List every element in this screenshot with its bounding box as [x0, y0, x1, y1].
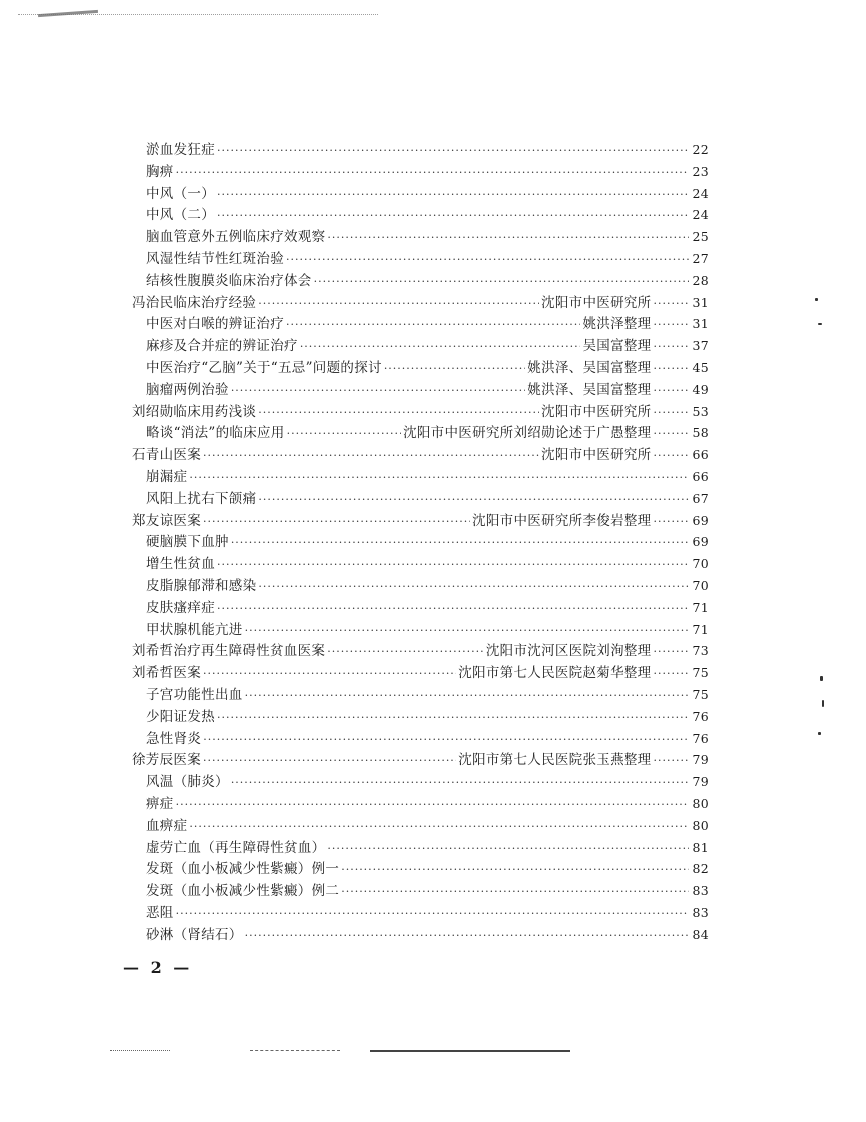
toc-entry-title: 中医治疗“乙脑”关于“五忌”问题的探讨 — [146, 359, 382, 376]
toc-entry — [132, 705, 709, 727]
dot-leader — [653, 297, 689, 310]
toc-entry-title: 少阳证发热 — [146, 708, 215, 725]
dot-leader — [258, 297, 539, 310]
dot-leader — [384, 362, 525, 375]
toc-entry-title: 风温（肺炎） — [146, 774, 229, 791]
scan-artifact-bottom — [110, 1050, 580, 1052]
dot-leader — [653, 318, 689, 331]
dot-leader — [176, 798, 690, 811]
toc-entry-page: 81 — [692, 839, 709, 855]
toc-entry-page: 24 — [692, 185, 709, 201]
dot-leader — [203, 754, 456, 767]
toc-entry-title: 郑友谅医案 — [132, 512, 201, 529]
toc-entry-author: 沈阳市中医研究所 — [541, 294, 652, 311]
toc-entry — [132, 465, 709, 487]
dot-leader — [653, 515, 689, 528]
toc-entry-page: 70 — [692, 556, 709, 572]
toc-entry-author: 姚洪泽、吴国富整理 — [527, 359, 652, 376]
toc-entry-page: 45 — [692, 359, 709, 375]
toc-entry — [132, 639, 709, 661]
toc-entry-page: 79 — [692, 774, 709, 790]
toc-entry-page: 25 — [692, 229, 709, 245]
toc-entry-page: 76 — [692, 730, 709, 746]
toc-entry — [132, 836, 709, 858]
dot-leader — [245, 929, 690, 942]
dot-leader — [258, 493, 689, 506]
toc-entry-title: 略谈“消法”的临床应用 — [146, 425, 285, 442]
dot-leader — [327, 645, 484, 658]
toc-entry-page: 67 — [692, 490, 709, 506]
toc-entry-title: 急性肾炎 — [146, 730, 202, 747]
toc-entry-title: 子宫功能性出血 — [146, 686, 243, 703]
toc-entry-title: 麻疹及合并症的辨证治疗 — [146, 338, 298, 355]
toc-entry-page: 71 — [692, 621, 709, 637]
dot-leader — [203, 515, 470, 528]
toc-entry-title: 中医对白喉的辨证治疗 — [146, 316, 284, 333]
toc-entry-author: 姚洪泽、吴国富整理 — [527, 381, 652, 398]
page-number: — 2 — — [123, 958, 193, 977]
dot-leader — [231, 536, 690, 549]
dot-leader — [327, 842, 689, 855]
toc-entry-page: 76 — [692, 708, 709, 724]
toc-entry — [132, 901, 709, 923]
toc-entry-author: 姚洪泽整理 — [582, 316, 652, 333]
dot-leader — [341, 863, 689, 876]
toc-entry — [132, 748, 709, 770]
toc-entry-page: 83 — [692, 904, 709, 920]
dot-leader — [217, 209, 689, 222]
dot-leader — [653, 667, 689, 680]
dot-leader — [287, 427, 401, 440]
toc-entry — [132, 509, 709, 531]
dot-leader — [203, 733, 689, 746]
toc-entry-author: 沈阳市第七人民医院张玉燕整理 — [458, 752, 652, 769]
toc-entry-title: 虚劳亡血（再生障碍性贫血） — [146, 839, 326, 856]
dot-leader — [653, 754, 689, 767]
toc-entry-page: 66 — [692, 447, 709, 463]
toc-entry-page: 79 — [692, 752, 709, 768]
toc-entry — [132, 138, 709, 160]
dot-leader — [217, 602, 689, 615]
dot-leader — [653, 384, 689, 397]
dot-leader — [314, 275, 690, 288]
toc-entry-title: 痹症 — [146, 795, 174, 812]
dot-leader — [203, 449, 539, 462]
toc-entry-title: 冯治民临床治疗经验 — [132, 294, 257, 311]
toc-entry-page: 80 — [692, 795, 709, 811]
toc-entry-author: 沈阳市中医研究所李俊岩整理 — [472, 512, 652, 529]
toc-entry-page: 75 — [692, 665, 709, 681]
scan-speck — [820, 676, 823, 681]
dot-leader — [653, 406, 689, 419]
toc-entry-author: 沈阳市沈河区医院刘洵整理 — [485, 643, 652, 660]
toc-entry-title: 砂淋（肾结石） — [146, 926, 243, 943]
toc-entry — [132, 770, 709, 792]
toc-entry — [132, 683, 709, 705]
toc-entry-page: 66 — [692, 468, 709, 484]
toc-entry-title: 脑瘤两例治验 — [146, 381, 229, 398]
toc-entry — [132, 923, 709, 945]
dot-leader — [327, 231, 689, 244]
toc-entry-title: 硬脑膜下血肿 — [146, 534, 229, 551]
dot-leader — [217, 188, 689, 201]
toc-entry — [132, 182, 709, 204]
dot-leader — [653, 645, 689, 658]
toc-entry-page: 23 — [692, 163, 709, 179]
scan-speck — [818, 323, 822, 325]
toc-entry — [132, 334, 709, 356]
toc-entry-page: 82 — [692, 861, 709, 877]
dot-leader — [653, 362, 689, 375]
dot-leader — [217, 558, 689, 571]
toc-entry-title: 中风（一） — [146, 185, 215, 202]
toc-entry-page: 24 — [692, 207, 709, 223]
toc-entry-page: 27 — [692, 250, 709, 266]
dot-leader — [189, 471, 689, 484]
dot-leader — [341, 885, 689, 898]
toc-entry-title: 刘希哲医案 — [132, 665, 201, 682]
dot-leader — [286, 318, 580, 331]
dot-leader — [286, 253, 689, 266]
toc-entry-title: 结核性腹膜炎临床治疗体会 — [146, 272, 312, 289]
toc-entry-page: 31 — [692, 294, 709, 310]
toc-entry-title: 淤血发狂症 — [146, 142, 215, 158]
toc-entry-page: 22 — [692, 142, 709, 157]
toc-entry — [132, 727, 709, 749]
toc-entry — [132, 879, 709, 901]
toc-entry — [132, 530, 709, 552]
toc-entry-title: 崩漏症 — [146, 468, 188, 485]
toc-entry — [132, 857, 709, 879]
toc-entry-page: 53 — [692, 403, 709, 419]
dot-leader — [653, 340, 689, 353]
toc-entry-page: 84 — [692, 926, 709, 942]
toc-entry — [132, 421, 709, 443]
toc-entry-title: 刘希哲治疗再生障碍性贫血医案 — [132, 643, 326, 660]
toc-entry-title: 风湿性结节性红斑治验 — [146, 250, 284, 267]
toc-entry — [132, 552, 709, 574]
dot-leader — [653, 427, 689, 440]
toc-entry — [132, 792, 709, 814]
toc-entry-title: 徐芳辰医案 — [132, 752, 201, 769]
toc-entry — [132, 400, 709, 422]
toc-entry-page: 71 — [692, 599, 709, 615]
toc-entry-title: 甲状腺机能亢进 — [146, 621, 243, 638]
scan-speck — [815, 298, 818, 301]
toc-entry-title: 皮脂腺郁滞和感染 — [146, 577, 257, 594]
toc-entry — [132, 378, 709, 400]
dot-leader — [653, 449, 689, 462]
toc-entry-page: 69 — [692, 534, 709, 550]
toc-entry-title: 脑血管意外五例临床疗效观察 — [146, 229, 326, 246]
toc-entry-title: 风阳上扰右下颌痛 — [146, 490, 257, 507]
toc-entry — [132, 814, 709, 836]
toc-entry-page: 58 — [692, 425, 709, 441]
toc-entry — [132, 487, 709, 509]
toc-entry-title: 刘绍勋临床用药浅谈 — [132, 403, 257, 420]
dot-leader — [217, 144, 689, 157]
dot-leader — [245, 624, 690, 637]
toc-entry-page: 83 — [692, 883, 709, 899]
toc-entry — [132, 203, 709, 225]
toc-entry-author: 吴国富整理 — [582, 338, 652, 355]
dot-leader — [176, 907, 690, 920]
scan-speck — [818, 732, 821, 735]
toc-entry-title: 发斑（血小板减少性紫癜）例一 — [146, 861, 340, 878]
table-of-contents — [132, 138, 709, 944]
toc-entry-title: 胸痹 — [146, 163, 174, 180]
toc-entry — [132, 661, 709, 683]
dot-leader — [231, 776, 690, 789]
toc-entry-title: 血痹症 — [146, 817, 188, 834]
toc-entry-title: 皮肤瘙痒症 — [146, 599, 215, 616]
toc-entry — [132, 443, 709, 465]
toc-entry-author: 沈阳市中医研究所 — [541, 447, 652, 464]
toc-entry-page: 73 — [692, 643, 709, 659]
toc-entry-page: 28 — [692, 272, 709, 288]
toc-entry-page: 75 — [692, 686, 709, 702]
toc-entry — [132, 596, 709, 618]
toc-entry-title: 中风（二） — [146, 207, 215, 224]
dot-leader — [245, 689, 690, 702]
toc-entry-author: 沈阳市第七人民医院赵菊华整理 — [458, 665, 652, 682]
toc-entry-page: 69 — [692, 512, 709, 528]
dot-leader — [231, 384, 525, 397]
toc-entry-page: 49 — [692, 381, 709, 397]
toc-entry-title: 石青山医案 — [132, 447, 201, 464]
toc-entry — [132, 225, 709, 247]
toc-entry — [132, 356, 709, 378]
scan-artifact-top — [18, 14, 378, 25]
dot-leader — [258, 580, 689, 593]
toc-entry-author: 沈阳市中医研究所 — [541, 403, 652, 420]
dot-leader — [217, 711, 689, 724]
toc-entry-title: 增生性贫血 — [146, 556, 215, 573]
toc-entry-page: 37 — [692, 338, 709, 354]
toc-entry — [132, 618, 709, 640]
dot-leader — [176, 166, 690, 179]
toc-entry — [132, 160, 709, 182]
dot-leader — [189, 820, 689, 833]
toc-entry-title: 恶阻 — [146, 904, 174, 921]
toc-entry-author: 沈阳市中医研究所刘绍勋论述于广愚整理 — [403, 425, 652, 442]
dot-leader — [258, 406, 539, 419]
toc-entry — [132, 574, 709, 596]
toc-entry-page: 80 — [692, 817, 709, 833]
toc-entry — [132, 291, 709, 313]
toc-entry — [132, 269, 709, 291]
dot-leader — [203, 667, 456, 680]
scan-speck — [822, 700, 824, 707]
toc-entry-title: 发斑（血小板减少性紫癜）例二 — [146, 883, 340, 900]
toc-entry — [132, 312, 709, 334]
dot-leader — [300, 340, 581, 353]
toc-entry-page: 70 — [692, 577, 709, 593]
toc-entry-page: 31 — [692, 316, 709, 332]
toc-entry — [132, 247, 709, 269]
